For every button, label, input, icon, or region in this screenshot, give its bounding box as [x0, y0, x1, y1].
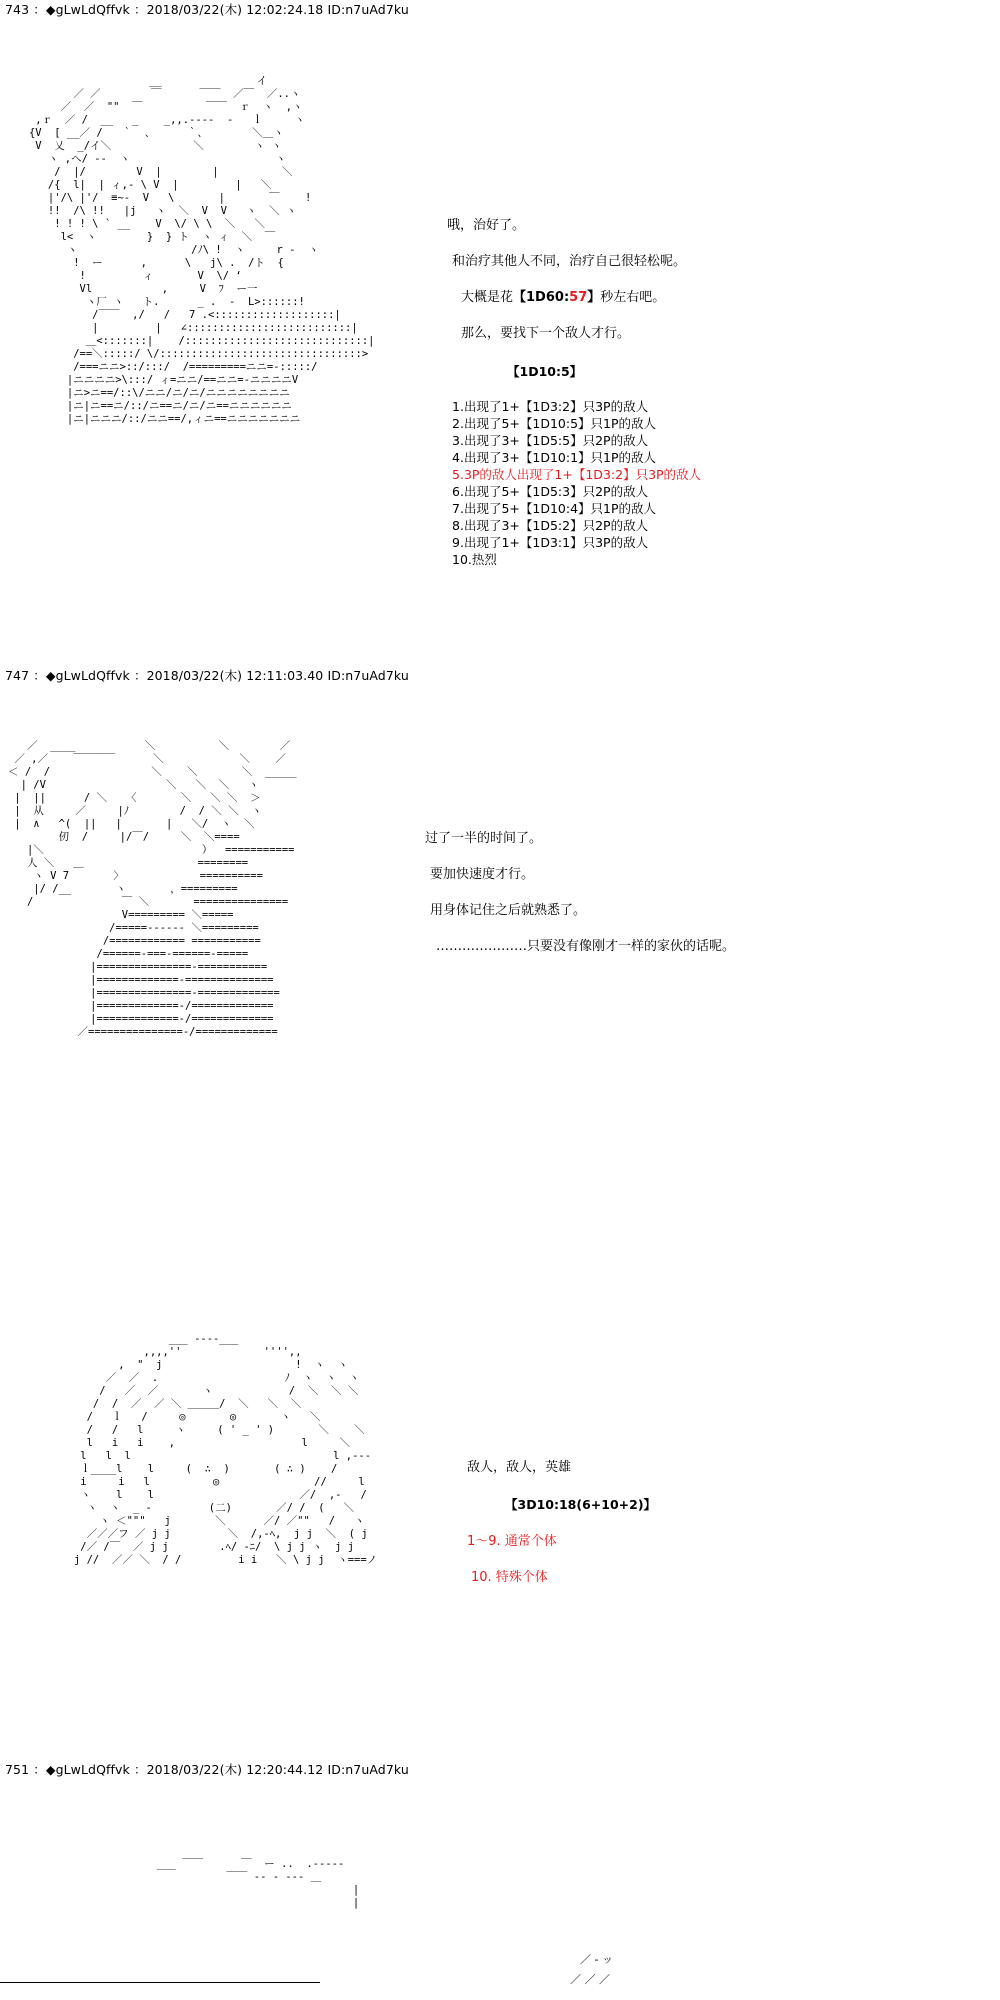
- post-number[interactable]: 751: [5, 1762, 30, 1777]
- list-item: [452, 399, 648, 415]
- enemy-type-line: 敌人，敌人，英雄: [467, 1460, 572, 1475]
- list-item-dice: 【1D3:2】: [519, 399, 583, 414]
- list-item-dice: 【1D10:4】: [519, 501, 591, 516]
- list-item-dice: 【1D10:5】: [519, 416, 591, 431]
- ascii-art-creature: ___ ----___ ,,,,'' '''',, , " j ! ヽ ヽ ／ ／ . ﾉ ヽ ヽ ヽ / ／ ／ ヽ / ＼ ＼ ＼ / / ／ ／ ＼ ＿＿＿/ ＼ ＼ ＼ / ｌ / ◎ ◎ ヽ ＼ / / l ヽ ( ' _ ' ) ＼ ＼ l i i , l ＼ l l l l ,--- ｌ____l l ( ∴ ) ( ∴ ) / i i l ◎ // l ヽ l l ／/ ,- / ヽ ヽ _ - (二) ／/ / ( ＼ ヽ ＜""" j ＼ ／/ ／"" / ヽ ／／／フ ／ j j ＼ /,-ﾍ, j j ＼ ( j /／ /￣ ／ j j .ﾍ/ -ﾆ/ \ j j ヽ j j j // ／／ ＼ / / i i ＼ \ j j ヽ===ノ: [73, 1333, 378, 1566]
- list-item: [452, 501, 656, 517]
- list-item: [452, 484, 648, 500]
- ascii-art-girl: __ イ ／ ／ ￣ ￣￣ ／￣ ／..ヽ ／ ／ "" ￣ ￣￣ ｒ ヽ ,ヽ ,ｒ ／ / __ _ _,,.---- - ｌ ヽ {V [ __／ / ｀ 、 ｀、 ＼＿ヽ V 乂 _/イ＼ ＼ ヽ ヽ ヽ ,へ/ -- ヽ ヽ / |/ V | | ＼ /{ l| | ィ,- \ V | | ＼ |'/\ |'/ ≡~- V \ | ￣ ! !! /\ !! |j ヽ ＼ V V ヽ ＼ ヽ ! ! ! \ ` __ V \/ \ \ ＼ ＼ l< ヽ } } ト ヽ ィ ＼ ￣ ヽ /ﾉ\ ! ヽ r ‐ ヽ ! ー , \ j\ . /ト { ! ィ V \/ ‘ Vl , V ﾌ ー一 ヽ厂 ヽ ト. _ . - L>::::::! /￣￣ ,/ / 7 .<:::::::::::::::::::| | | ∠::::::::::::::::::::::::::| ＿<:::::::| /:::::::::::::::::::::::::::::| /==＼:::::/ \/::::::::::::::::::::::::::::::::> /===ニニ>::/:::/ /=========ニニ=-:::::/ |ニニニニ>\:::/ ィ=ニニ/==ニニ=-ニニニニV |ニ>ニ==/::\/ニニ/ニ/ニ/ニニニニニニニニ |ニ|ニ==ニ/::/ニ==ニ/ニ/ニ==ニニニニニニ |ニ|ニニニ/::/ニニ==/,ィニ==ニニニニニニニ: [28, 75, 375, 425]
- post-747-line-1: 过了一半的时间了。: [425, 831, 543, 846]
- list-item-number: 3.: [452, 433, 464, 448]
- post-date: 2018/03/22(木) 12:20:44.12: [146, 1762, 324, 1777]
- post-747-line-4: …………………只要没有像刚才一样的家伙的话呢。: [436, 939, 736, 954]
- list-item-text: 出现了3+: [463, 518, 520, 533]
- post-number[interactable]: 747: [5, 668, 30, 683]
- dice-roll-1d10: 【1D10:5】: [507, 364, 583, 379]
- list-item-suffix: 只3P的敌人: [582, 399, 649, 414]
- ascii-art-hooded-figure: ／ ____ ＼ ＼ ／ ／ ,／ ￣￣￣￣ ＼ ＼ ／ ＜ / / ＼ ＼ ＼ _____ | /V ＼ ＼ ＼ ヽ | || / ＼ 〈 ＼ ＼ ＼ ＞ | 从 ／ |ﾉ / / ＼ ＼ ヽ | ∧ ^( || | | ＼/ ヽ ＼ 仞 / |/￣/ ＼ ＼==== |＼ ） =========== 人 ＼ ＿ ======== ヽ V 7 〉 ========== |/ /__ ヽ ，========= / ￣ ＼ =============== V========= ＼===== /=====------ ＼========= /============ =========== /======-===-======-===== |===============-=========== |=============-============== |===============-============= |=============-/============= |=============-/============= ／===============-/=============: [8, 740, 297, 1038]
- post-header: 747 ：◆gLwLdQffvk ：2018/03/22(木) 12:11:03.40 ID:n7uAd7ku: [5, 668, 409, 683]
- list-item-text: 出现了5+: [463, 416, 520, 431]
- list-item: [452, 518, 648, 534]
- list-item-text: 出现了5+: [463, 501, 520, 516]
- list-item: [452, 433, 648, 449]
- post-date: 2018/03/22(木) 12:11:03.40: [146, 668, 324, 683]
- list-item-suffix: 只1P的敌人: [590, 450, 657, 465]
- list-item-suffix: 只1P的敌人: [590, 416, 657, 431]
- list-item-dice: 【1D3:1】: [519, 535, 583, 550]
- list-item-number: 1.: [452, 399, 464, 414]
- poster-trip: ◆gLwLdQffvk: [45, 668, 130, 683]
- list-item-number: 8.: [452, 518, 464, 533]
- list-item-text: 出现了1+: [463, 535, 520, 550]
- post-header: 751 ：◆gLwLdQffvk ：2018/03/22(木) 12:20:44.12 ID:n7uAd7ku: [5, 1762, 409, 1777]
- horizontal-rule: [0, 1982, 320, 1983]
- poster-id[interactable]: ID:n7uAd7ku: [327, 668, 409, 683]
- list-item-number: 10.: [452, 552, 472, 567]
- option-normal: 1～9. 通常个体: [467, 1534, 557, 1549]
- list-item-suffix: 只1P的敌人: [590, 501, 657, 516]
- option-special: 10. 特殊个体: [471, 1570, 548, 1585]
- list-item-number: 7.: [452, 501, 464, 516]
- list-item-suffix: 只2P的敌人: [582, 518, 649, 533]
- ascii-fragment: ／ ／ ／: [570, 1973, 610, 1986]
- ascii-art-partial: ___ ￣￣ ￣ ー .. .----- ￣￣ ‐‐ ‐ ‐‐‐ ＿ | |: [156, 1858, 360, 1909]
- poster-id[interactable]: ID:n7uAd7ku: [327, 2, 409, 17]
- post-747-line-2: 要加快速度才行。: [430, 867, 535, 882]
- dice-roll-3d10: 【3D10:18(6+10+2)】: [505, 1497, 657, 1512]
- list-item-suffix: 只3P的敌人: [635, 467, 702, 482]
- list-item-text: 出现了3+: [463, 433, 520, 448]
- list-item: [452, 535, 648, 551]
- list-item-dice: 【1D10:1】: [519, 450, 591, 465]
- post-header: 743 ：◆gLwLdQffvk ：2018/03/22(木) 12:02:24.18 ID:n7uAd7ku: [5, 2, 409, 17]
- list-item-dice: 【1D5:5】: [519, 433, 583, 448]
- list-item-dice: 【1D3:2】: [572, 467, 636, 482]
- list-item-number: 2.: [452, 416, 464, 431]
- list-item-text: 出现了3+: [463, 450, 520, 465]
- list-item: [452, 416, 656, 432]
- post-743-line-2: 和治疗其他人不同，治疗自己很轻松呢。: [452, 254, 687, 269]
- list-item-number: 5.: [452, 467, 464, 482]
- list-item-dice: 【1D5:3】: [519, 484, 583, 499]
- list-item-text: 出现了1+: [463, 399, 520, 414]
- list-item-text: 3P的敌人出现了1+: [463, 467, 573, 482]
- list-item-suffix: 只3P的敌人: [582, 535, 649, 550]
- list-item-text: 出现了5+: [463, 484, 520, 499]
- ascii-fragment: ／ ‐ ッ: [580, 1953, 613, 1966]
- post-number[interactable]: 743: [5, 2, 30, 17]
- list-item-dice: 【1D5:2】: [519, 518, 583, 533]
- list-item-text: 热烈: [471, 552, 497, 567]
- list-item-number: 9.: [452, 535, 464, 550]
- post-743-line-4: 那么，要找下一个敌人才行。: [461, 326, 631, 341]
- poster-trip: ◆gLwLdQffvk: [45, 2, 130, 17]
- list-item: [452, 467, 701, 483]
- post-date: 2018/03/22(木) 12:02:24.18: [146, 2, 324, 17]
- post-743-line-1: 哦，治好了。: [447, 218, 526, 233]
- post-747-line-3: 用身体记住之后就熟悉了。: [430, 903, 587, 918]
- list-item-number: 6.: [452, 484, 464, 499]
- list-item: [452, 450, 656, 466]
- list-item: [452, 552, 497, 568]
- list-item-suffix: 只2P的敌人: [582, 433, 649, 448]
- dice-roll: 【1D60:57】: [513, 290, 601, 305]
- poster-id[interactable]: ID:n7uAd7ku: [327, 1762, 409, 1777]
- list-item-number: 4.: [452, 450, 464, 465]
- post-743-line-3: 大概是花【1D60:57】秒左右吧。: [461, 290, 666, 305]
- list-item-suffix: 只2P的敌人: [582, 484, 649, 499]
- poster-trip: ◆gLwLdQffvk: [45, 1762, 130, 1777]
